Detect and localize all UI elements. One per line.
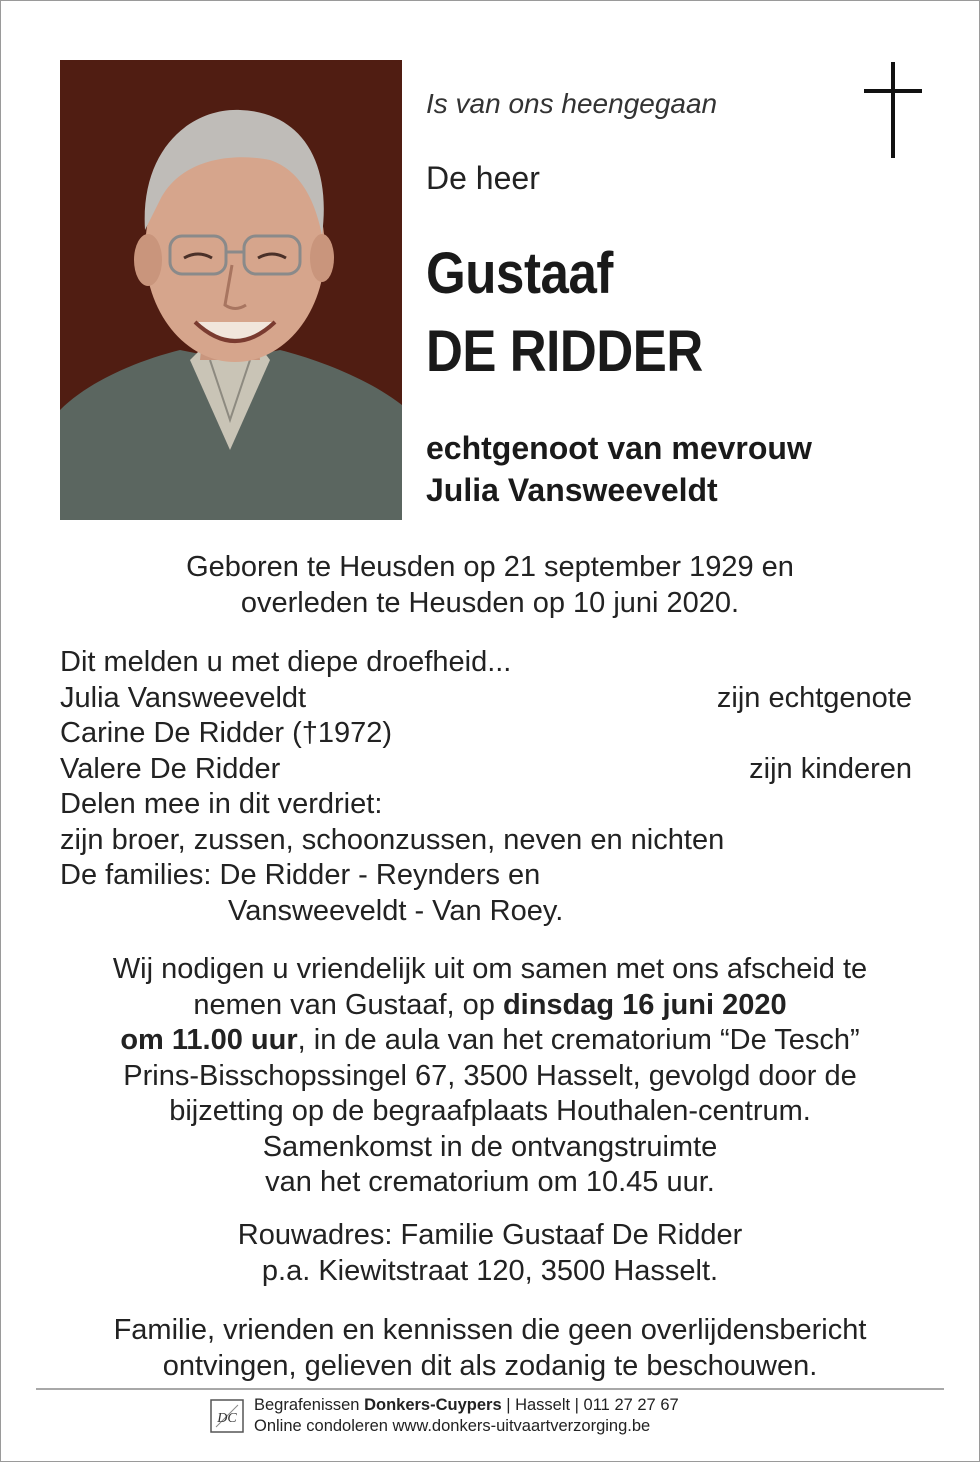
- address-line-2: p.a. Kiewitstraat 120, 3500 Hasselt.: [261, 1254, 719, 1287]
- cross-icon: [864, 62, 922, 158]
- families-line-1-text: De families: De Ridder - Reynders en: [60, 859, 541, 891]
- invite-line-3: [40, 1023, 940, 1059]
- address-line-1: Rouwadres: Familie Gustaaf De Ridder: [237, 1219, 743, 1251]
- family-relation: zijn kinderen: [749, 752, 912, 785]
- footer-line-2: Online condoleren www.donkers-uitvaartverzorging.be: [254, 1417, 651, 1435]
- share-heading-text: Delen mee in dit verdriet:: [60, 788, 383, 820]
- invite-line-5: bijzetting op de begraafplaats Houthalen-centrum.: [169, 1095, 811, 1127]
- mourning-address: [40, 1218, 940, 1289]
- portrait-photo: [60, 60, 402, 520]
- funeral-home-logo-icon: [210, 1399, 244, 1433]
- spouse-line-2: Julia Vansweeveldt: [426, 472, 718, 508]
- announcement-heading: [60, 645, 912, 681]
- invitation-block: [40, 952, 940, 1201]
- deceased-first-name: Gustaaf: [426, 241, 613, 306]
- born-line-1: Geboren te Heusden op 21 september 1929 en: [186, 551, 794, 583]
- footer-prefix: Begrafenissen: [254, 1396, 365, 1414]
- invite-line-7: van het crematorium om 10.45 uur.: [265, 1166, 715, 1198]
- spouse-line-1: echtgenoot van mevrouw: [426, 430, 812, 466]
- families-line-2: [60, 894, 912, 930]
- family-row: [60, 681, 912, 717]
- footer-contact: | Hasselt | 011 27 27 67: [501, 1396, 679, 1414]
- funeral-time: om 11.00 uur: [120, 1024, 298, 1056]
- closing-line-1: Familie, vrienden en kennissen die geen overlijdensbericht: [113, 1314, 867, 1346]
- family-name: Valere De Ridder: [60, 752, 281, 785]
- invite-line-6: Samenkomst in de ontvangstruimte: [262, 1130, 718, 1163]
- share-heading: [60, 787, 912, 823]
- footer: [210, 1394, 679, 1438]
- families-line-1: [60, 858, 912, 894]
- announcement-heading-text: Dit melden u met diepe droefheid...: [60, 646, 512, 678]
- family-name: Julia Vansweeveldt: [60, 681, 307, 714]
- funeral-home-name: Donkers-Cuypers: [364, 1396, 502, 1414]
- intro-text: Is van ons heengegaan: [426, 88, 718, 119]
- closing-line-2: ontvingen, gelieven dit als zodanig te beschouwen.: [162, 1349, 818, 1382]
- salutation: De heer: [426, 160, 540, 196]
- deceased-last-name: DE RIDDER: [426, 319, 703, 384]
- invite-line-3-text: , in de aula van het crematorium “De Tesch”: [297, 1024, 860, 1056]
- share-line: [60, 823, 912, 859]
- footer-line-1: [254, 1395, 679, 1416]
- birth-death-text: [40, 550, 940, 621]
- invite-line-2-text: nemen van Gustaaf, op: [193, 988, 503, 1021]
- announcement-block: [60, 645, 912, 929]
- logo-initials: DC: [217, 1411, 237, 1426]
- family-row: [60, 716, 912, 752]
- footer-divider: [36, 1388, 944, 1390]
- share-line-text: zijn broer, zussen, schoonzussen, neven en nichten: [60, 823, 725, 856]
- families-line-2-text: Vansweeveldt - Van Roey.: [228, 894, 564, 927]
- born-line-2: overleden te Heusden op 10 juni 2020.: [240, 586, 740, 619]
- invite-line-1: Wij nodigen u vriendelijk uit om samen met ons afscheid te: [112, 953, 868, 985]
- closing-note: [40, 1313, 940, 1384]
- invite-line-4: Prins-Bisschopssingel 67, 3500 Hasselt, gevolgd door de: [123, 1059, 857, 1092]
- family-name: Carine De Ridder (†1972): [60, 717, 393, 749]
- invite-line-2: [40, 988, 940, 1024]
- funeral-date: dinsdag 16 juni 2020: [502, 988, 787, 1021]
- family-relation: zijn echtgenote: [716, 681, 912, 714]
- family-row: [60, 752, 912, 788]
